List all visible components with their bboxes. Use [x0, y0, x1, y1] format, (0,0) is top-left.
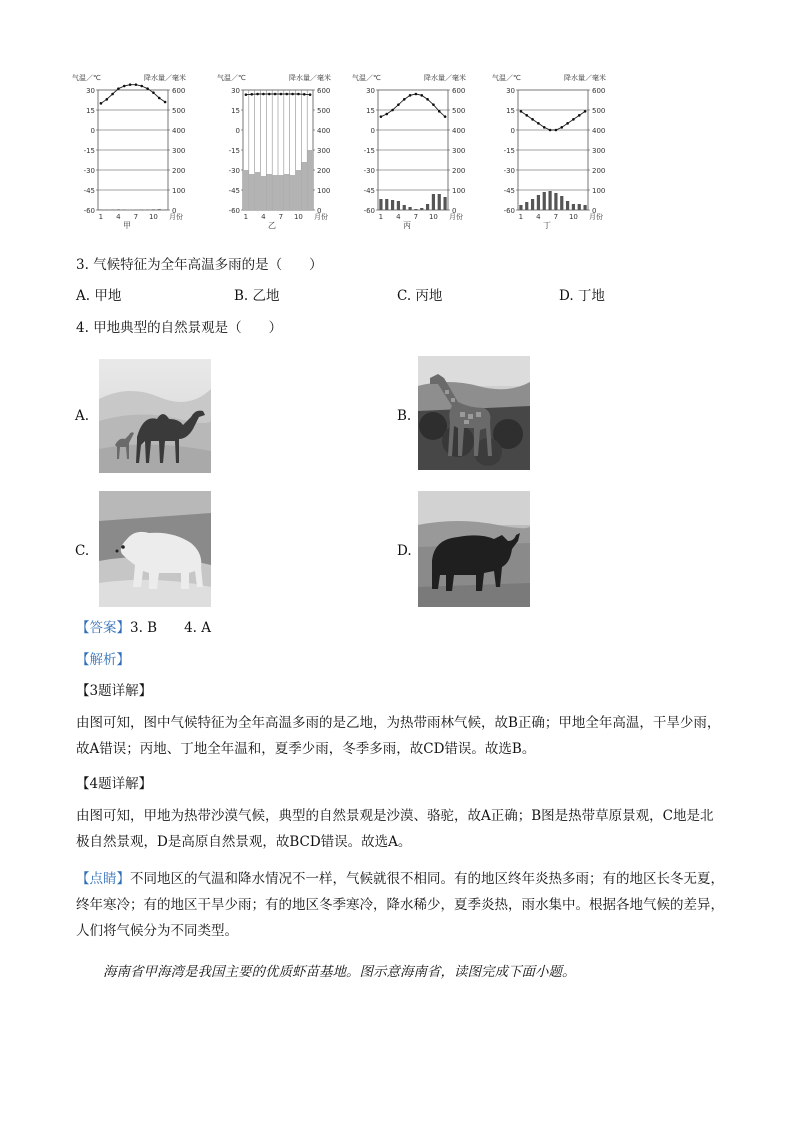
chart-name-label: 甲	[123, 221, 131, 230]
precip-tick-label: 600	[172, 87, 186, 95]
temp-tick-label: -60	[363, 207, 375, 215]
precip-tick-label: 400	[592, 127, 606, 135]
temperature-point	[520, 110, 523, 113]
temp-tick-label: -15	[363, 147, 375, 155]
climate-chart-4	[490, 72, 608, 230]
climate-chart-2	[215, 72, 333, 230]
precipitation-bar	[379, 199, 382, 210]
precip-tick-label: 500	[452, 107, 466, 115]
precipitation-bar	[537, 195, 540, 210]
temperature-point	[420, 94, 423, 97]
giraffe-savanna-image[interactable]	[418, 356, 530, 470]
precipitation-axis-title: 降水量／毫米	[424, 74, 466, 82]
precip-tick-label: 500	[172, 107, 186, 115]
answer-tag: 【答案】	[76, 620, 130, 636]
temp-tick-label: -15	[83, 147, 95, 155]
temperature-point	[403, 98, 406, 101]
month-tick-label: 10	[148, 213, 158, 221]
detail-3-heading: 【3题详解】	[76, 683, 153, 699]
month-tick-label: 1	[98, 213, 104, 221]
temperature-point	[385, 113, 388, 116]
temperature-axis-title: 气温／℃	[352, 74, 381, 82]
temp-tick-label: -45	[363, 187, 375, 195]
temp-tick-label: -30	[83, 167, 95, 175]
temperature-point	[297, 93, 300, 96]
precipitation-bar	[284, 174, 290, 210]
precip-tick-label: 500	[592, 107, 606, 115]
precipitation-bar	[385, 199, 388, 210]
precip-tick-label: 100	[592, 187, 606, 195]
analysis-tag: 【解析】	[76, 652, 130, 668]
month-axis-title: 月份	[169, 213, 183, 221]
temperature-point	[117, 87, 120, 90]
temp-tick-label: 30	[231, 87, 240, 95]
temp-tick-label: 15	[231, 107, 240, 115]
tip-tag: 【点睛】	[76, 871, 130, 887]
yak-plateau-image[interactable]	[418, 491, 530, 607]
temperature-point	[578, 114, 581, 117]
temp-tick-label: -15	[503, 147, 515, 155]
temperature-point	[415, 93, 418, 96]
temp-tick-label: -60	[503, 207, 515, 215]
tip-paragraph	[76, 866, 726, 944]
temperature-point	[164, 101, 167, 104]
temp-tick-label: -60	[228, 207, 240, 215]
temp-tick-label: 0	[235, 127, 240, 135]
temperature-point	[549, 129, 552, 132]
month-tick-label: 7	[278, 213, 284, 221]
temperature-point	[280, 93, 283, 96]
temperature-point	[105, 98, 108, 101]
next-intro: 海南省甲海湾是我国主要的优质虾苗基地。图示意海南省，读图完成下面小题。	[103, 964, 576, 980]
precip-tick-label: 400	[317, 127, 331, 135]
q4-option-d-label[interactable]: D.	[397, 543, 412, 559]
precip-tick-label: 600	[317, 87, 331, 95]
answer-line	[76, 618, 211, 638]
temperature-axis-title: 气温／℃	[217, 74, 246, 82]
precipitation-bar	[403, 205, 406, 210]
temperature-point	[426, 98, 429, 101]
climate-chart-1	[70, 72, 188, 230]
precipitation-axis-title: 降水量／毫米	[564, 74, 606, 82]
temperature-point	[397, 103, 400, 106]
detail-4-body: 由图可知，甲地为热带沙漠气候，典型的自然景观是沙漠、骆驼，故A正确；B图是热带草原景观，C地是北极自然景观，D是高原自然景观，故BCD错误。故选A。	[76, 808, 714, 850]
temperature-point	[432, 103, 435, 106]
month-tick-label: 10	[293, 213, 303, 221]
precipitation-bar	[525, 202, 528, 210]
temperature-point	[158, 97, 161, 100]
precipitation-bar	[152, 209, 155, 210]
temp-tick-label: -45	[228, 187, 240, 195]
q3-option-a[interactable]: A. 甲地	[76, 288, 122, 304]
precip-tick-label: 300	[317, 147, 331, 155]
precip-tick-label: 600	[592, 87, 606, 95]
precipitation-bar	[578, 204, 581, 210]
temperature-point	[123, 85, 126, 88]
precipitation-bar	[391, 200, 394, 210]
precipitation-bar	[414, 209, 417, 210]
temp-tick-label: -60	[83, 207, 95, 215]
precipitation-bar	[307, 150, 313, 210]
temperature-point	[566, 122, 569, 125]
temperature-point	[268, 93, 271, 96]
temperature-point	[438, 110, 441, 113]
temp-tick-label: -45	[503, 187, 515, 195]
temperature-line	[101, 85, 165, 104]
precip-tick-label: 200	[452, 167, 466, 175]
precip-tick-label: 200	[317, 167, 331, 175]
temperature-line	[521, 111, 585, 130]
q4-option-a-label[interactable]: A.	[75, 408, 90, 424]
temp-tick-label: 15	[506, 107, 515, 115]
precipitation-bar	[438, 194, 441, 210]
temperature-point	[274, 93, 277, 96]
temperature-point	[256, 93, 259, 96]
precipitation-bar	[249, 174, 255, 210]
chart-name-label: 丙	[403, 221, 411, 230]
detail-4-heading: 【4题详解】	[76, 776, 153, 792]
month-tick-label: 4	[536, 213, 541, 221]
temp-tick-label: -15	[228, 147, 240, 155]
month-tick-label: 7	[413, 213, 419, 221]
temp-tick-label: -30	[228, 167, 240, 175]
temperature-point	[129, 83, 132, 86]
precipitation-bar	[255, 172, 261, 210]
precip-tick-label: 200	[592, 167, 606, 175]
temp-tick-label: -30	[363, 167, 375, 175]
temp-tick-label: 15	[86, 107, 95, 115]
temp-tick-label: 0	[370, 127, 375, 135]
precip-tick-label: 100	[317, 187, 331, 195]
temp-tick-label: -45	[83, 187, 95, 195]
precip-tick-label: 400	[172, 127, 186, 135]
precip-tick-label: 100	[452, 187, 466, 195]
month-tick-label: 4	[396, 213, 401, 221]
q3-option-d[interactable]: D. 丁地	[559, 288, 605, 304]
temperature-point	[543, 126, 546, 129]
temp-tick-label: 30	[86, 87, 95, 95]
precip-tick-label: 0	[592, 207, 597, 215]
temperature-point	[584, 110, 587, 113]
temperature-point	[444, 115, 447, 118]
q4-option-b-label[interactable]: B.	[397, 408, 412, 424]
precipitation-bar	[443, 197, 446, 210]
precipitation-bar	[290, 175, 296, 210]
precipitation-axis-title: 降水量／毫米	[144, 74, 186, 82]
precip-tick-label: 300	[452, 147, 466, 155]
precipitation-bar	[426, 204, 429, 210]
temperature-point	[262, 93, 265, 96]
tip-body: 不同地区的气温和降水情况不一样，气候就很不相同。有的地区终年炎热多雨；有的地区长冬无夏，终年寒冷；有的地区干旱少雨；有的地区冬季寒冷，降水稀少，夏季炎热，雨水集中。根据各地气候的差异，人们将气候分为不同类型。	[76, 871, 724, 939]
precip-tick-label: 300	[172, 147, 186, 155]
precipitation-bar	[158, 209, 161, 210]
precip-tick-label: 400	[452, 127, 466, 135]
temp-tick-label: -30	[503, 167, 515, 175]
month-tick-label: 4	[261, 213, 266, 221]
question-4-stem: 4. 甲地典型的自然景观是（ ）	[76, 320, 283, 336]
climate-chart-3	[350, 72, 468, 230]
month-tick-label: 4	[116, 213, 121, 221]
precipitation-bar	[301, 162, 307, 210]
camel-desert-image[interactable]	[99, 359, 211, 473]
precipitation-bar	[117, 209, 120, 210]
precipitation-bar	[554, 193, 557, 210]
month-axis-title: 月份	[589, 213, 603, 221]
temperature-point	[555, 129, 558, 132]
precip-tick-label: 0	[452, 207, 457, 215]
temperature-axis-title: 气温／℃	[72, 74, 101, 82]
temperature-point	[303, 93, 306, 96]
temperature-point	[309, 93, 312, 96]
precipitation-bar	[543, 192, 546, 210]
temperature-point	[560, 126, 563, 129]
temperature-point	[250, 93, 253, 96]
q3-option-b[interactable]: B. 乙地	[234, 288, 280, 304]
temperature-point	[245, 93, 248, 96]
precip-tick-label: 300	[592, 147, 606, 155]
precipitation-bar	[408, 207, 411, 210]
precipitation-bar	[420, 208, 423, 210]
precipitation-bar	[432, 194, 435, 210]
temperature-point	[380, 115, 383, 118]
month-axis-title: 月份	[314, 213, 328, 221]
q4-option-c-label[interactable]: C.	[75, 543, 90, 559]
month-axis-title: 月份	[449, 213, 463, 221]
precipitation-bar	[531, 199, 534, 210]
temp-tick-label: 30	[366, 87, 375, 95]
precipitation-bar	[261, 176, 267, 210]
temp-tick-label: 0	[90, 127, 95, 135]
precipitation-bar	[278, 175, 284, 210]
temperature-point	[146, 87, 149, 90]
precipitation-bar	[266, 174, 272, 210]
temperature-axis-title: 气温／℃	[492, 74, 521, 82]
question-3-stem: 3. 气候特征为全年高温多雨的是（ ）	[76, 257, 323, 273]
temperature-point	[409, 94, 412, 97]
month-tick-label: 10	[428, 213, 438, 221]
precipitation-bar	[296, 170, 302, 210]
chart-name-label: 丁	[543, 221, 551, 230]
precip-tick-label: 500	[317, 107, 331, 115]
temperature-point	[537, 122, 540, 125]
precipitation-axis-title: 降水量／毫米	[289, 74, 331, 82]
precip-tick-label: 0	[317, 207, 322, 215]
precipitation-bar	[566, 201, 569, 210]
temp-tick-label: 0	[510, 127, 515, 135]
temperature-point	[111, 93, 114, 96]
month-tick-label: 1	[378, 213, 384, 221]
temperature-line	[381, 94, 445, 117]
detail-3-body: 由图可知，图中气候特征为全年高温多雨的是乙地，为热带雨林气候，故B正确；甲地全年高温，干旱少雨，故A错误；丙地、丁地全年温和，夏季少雨，冬季多雨，故CD错误。故选B。	[76, 715, 721, 757]
month-tick-label: 1	[243, 213, 249, 221]
precipitation-bar	[572, 204, 575, 210]
precip-tick-label: 600	[452, 87, 466, 95]
month-tick-label: 10	[568, 213, 578, 221]
temperature-point	[525, 114, 528, 117]
temperature-point	[572, 118, 575, 121]
temperature-point	[140, 85, 143, 88]
temperature-point	[135, 83, 138, 86]
temp-tick-label: 15	[366, 107, 375, 115]
temperature-point	[285, 93, 288, 96]
temperature-point	[391, 109, 394, 112]
answer-text: 3. B 4. A	[130, 620, 212, 636]
temperature-point	[531, 118, 534, 121]
temperature-point	[152, 91, 155, 94]
temperature-point	[291, 93, 294, 96]
precip-tick-label: 200	[172, 167, 186, 175]
precipitation-bar	[548, 191, 551, 210]
q3-option-c[interactable]: C. 丙地	[397, 288, 443, 304]
month-tick-label: 7	[133, 213, 139, 221]
precip-tick-label: 0	[172, 207, 177, 215]
polar-bear-image[interactable]	[99, 491, 211, 607]
temp-tick-label: 30	[506, 87, 515, 95]
temperature-point	[100, 102, 103, 105]
precipitation-bar	[272, 175, 278, 210]
month-tick-label: 7	[553, 213, 559, 221]
precipitation-bar	[243, 170, 249, 210]
precipitation-bar	[397, 201, 400, 210]
precipitation-bar	[560, 196, 563, 210]
precipitation-bar	[519, 205, 522, 210]
chart-name-label: 乙	[268, 221, 276, 230]
precip-tick-label: 100	[172, 187, 186, 195]
month-tick-label: 1	[518, 213, 524, 221]
precipitation-bar	[583, 205, 586, 210]
